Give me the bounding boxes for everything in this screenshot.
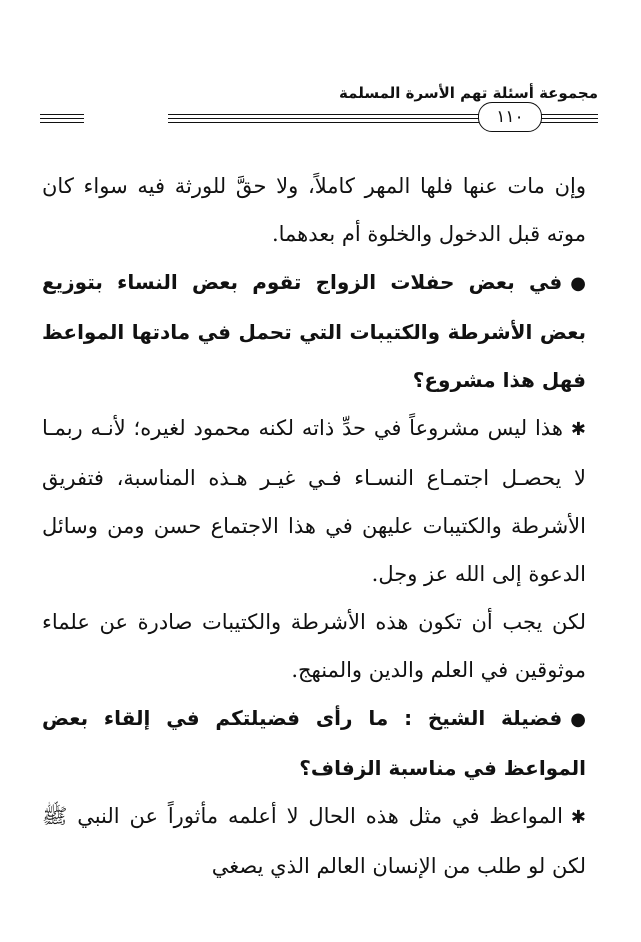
bullet-icon: ● — [570, 273, 586, 294]
answer — [42, 404, 586, 598]
answer-text: هذا ليس مشروعاً في حدِّ ذاته لكنه محمود لغيره؛ لأنـه ربمـا لا يحصـل اجتمـاع النسـاء فـي غيـر هـذه المناسبة، فتفريق الأشرطة والكتيبات عليهن في هذا الاجتماع حسن ومن وسائل الدعوة إلى الله عز وجل. — [42, 416, 586, 586]
running-title: مجموعة أسئلة تهم الأسرة المسلمة — [339, 84, 598, 102]
question-text: فضيلة الشيخ : ما رأى فضيلتكم في إلقاء بعض المواعظ في مناسبة الزفاف؟ — [42, 706, 586, 780]
page-body — [42, 162, 586, 890]
answer-text: المواعظ في مثل هذه الحال لا أعلمه مأثوراً عن النبي ﷺ لكن لو طلب من الإنسان العالم الذي يصغي — [42, 804, 586, 878]
question — [42, 694, 586, 792]
header-rule-short — [40, 122, 84, 123]
page-number: ١١٠ — [478, 102, 542, 132]
question — [42, 258, 586, 404]
header-rule-short — [40, 114, 84, 115]
bullet-icon: ● — [570, 709, 586, 730]
star-icon: ✱ — [570, 419, 586, 440]
star-icon: ✱ — [570, 807, 586, 828]
answer-continuation — [42, 162, 586, 258]
paragraph-text: لكن يجب أن تكون هذه الأشرطة والكتيبات صادرة عن علماء موثوقين في العلم والدين والمنهج. — [42, 610, 586, 682]
question-text: في بعض حفلات الزواج تقوم بعض النساء بتوزيع بعض الأشرطة والكتيبات التي تحمل في مادتها المواعظ فهل هذا مشروع؟ — [42, 270, 586, 392]
page-header — [40, 82, 598, 132]
paragraph-text: وإن مات عنها فلها المهر كاملاً، ولا حقَّ للورثة فيه سواء كان موته قبل الدخول والخلوة أم بعدهما. — [42, 174, 586, 246]
header-rule-short — [40, 118, 84, 119]
answer — [42, 792, 586, 890]
answer-paragraph — [42, 598, 586, 694]
